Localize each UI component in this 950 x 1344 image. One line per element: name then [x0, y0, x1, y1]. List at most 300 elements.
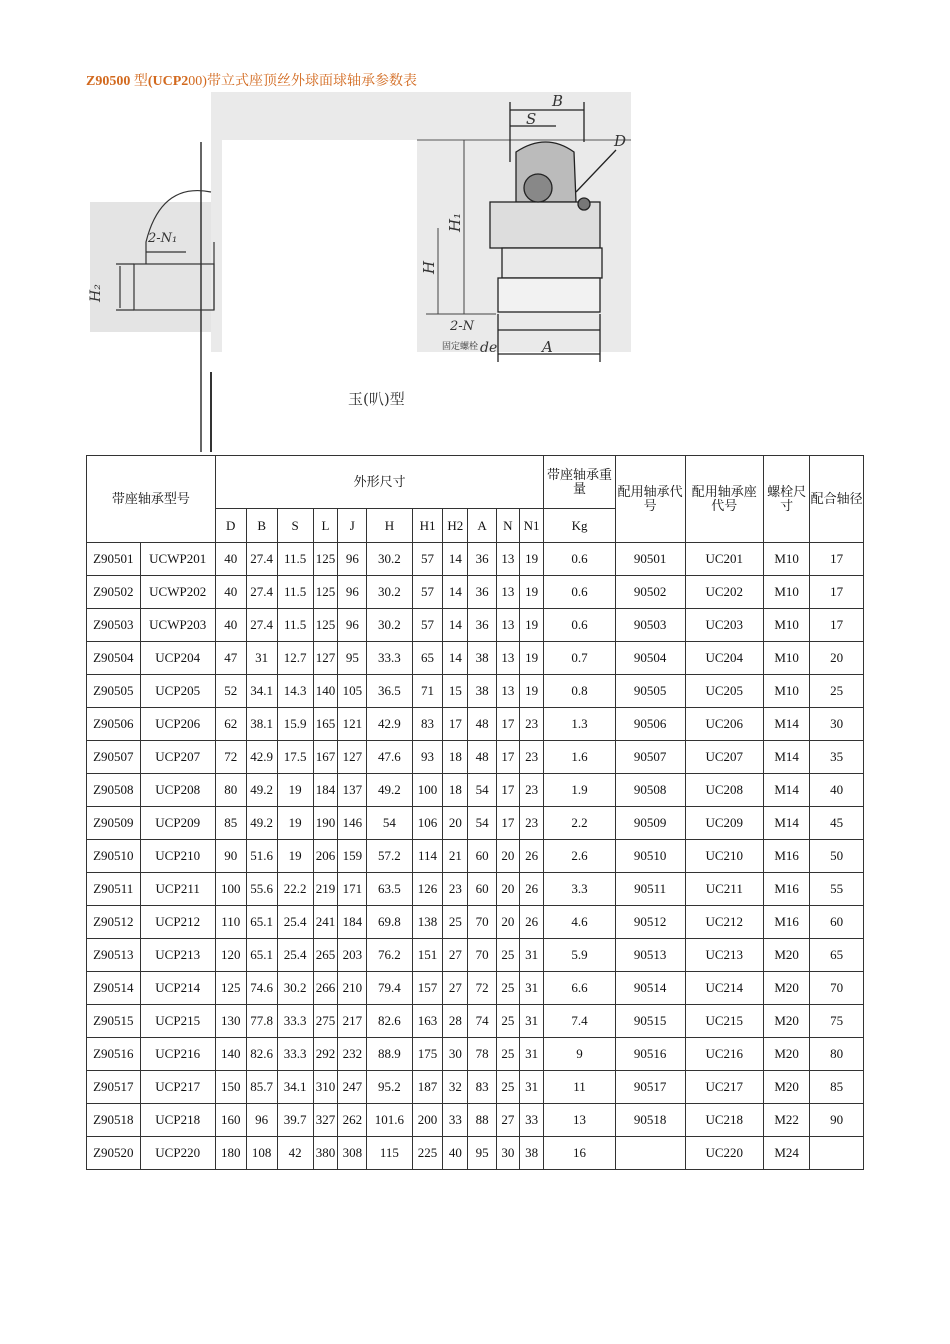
table-cell: 206 — [313, 840, 338, 873]
table-cell: 138 — [412, 906, 443, 939]
table-cell: 7.4 — [544, 1005, 615, 1038]
table-cell: UCP205 — [140, 675, 215, 708]
table-cell: UC211 — [685, 873, 763, 906]
table-cell: 20 — [497, 840, 520, 873]
table-cell: UCP218 — [140, 1104, 215, 1137]
table-cell: M20 — [763, 939, 809, 972]
table-row — [87, 873, 864, 906]
table-cell: 20 — [443, 807, 468, 840]
table-cell: 171 — [338, 873, 367, 906]
table-cell: UCP208 — [140, 774, 215, 807]
table-cell: UC214 — [685, 972, 763, 1005]
table-cell: 90512 — [615, 906, 685, 939]
table-cell: 90502 — [615, 576, 685, 609]
table-cell: 18 — [443, 774, 468, 807]
table-cell: UCP210 — [140, 840, 215, 873]
table-cell: 27 — [497, 1104, 520, 1137]
table-cell: 90505 — [615, 675, 685, 708]
table-cell: 19 — [519, 543, 544, 576]
table-cell: 19 — [519, 642, 544, 675]
table-cell: 14 — [443, 642, 468, 675]
table-cell: UCWP202 — [140, 576, 215, 609]
table-cell: 23 — [519, 807, 544, 840]
table-cell: 125 — [313, 576, 338, 609]
table-cell: Z90518 — [87, 1104, 141, 1137]
table-cell: 17 — [443, 708, 468, 741]
bearing-drawing — [86, 92, 636, 452]
table-cell: 19 — [519, 675, 544, 708]
table-cell: 57 — [412, 576, 443, 609]
drawing-caption: 玉(叭)型 — [348, 390, 405, 408]
table-cell: 13 — [497, 576, 520, 609]
col-s: S — [277, 509, 313, 543]
table-cell: 49.2 — [246, 807, 277, 840]
table-cell: 13 — [497, 675, 520, 708]
table-cell: 40 — [810, 774, 864, 807]
table-cell: 30.2 — [367, 543, 412, 576]
table-cell: 160 — [215, 1104, 246, 1137]
table-cell: 25 — [497, 939, 520, 972]
col-h: H — [367, 509, 412, 543]
table-row — [87, 906, 864, 939]
table-cell: 105 — [338, 675, 367, 708]
table-row — [87, 1038, 864, 1071]
table-cell: 70 — [468, 939, 497, 972]
table-cell: 106 — [412, 807, 443, 840]
table-cell: 90518 — [615, 1104, 685, 1137]
table-cell: 232 — [338, 1038, 367, 1071]
table-cell: Z90507 — [87, 741, 141, 774]
table-cell: 27.4 — [246, 609, 277, 642]
col-header-dims: 外形尺寸 — [215, 456, 544, 509]
table-cell: 90514 — [615, 972, 685, 1005]
table-row — [87, 609, 864, 642]
table-cell: M16 — [763, 906, 809, 939]
table-cell: 17 — [497, 774, 520, 807]
table-cell: UC216 — [685, 1038, 763, 1071]
table-cell: 48 — [468, 741, 497, 774]
table-cell: 23 — [519, 774, 544, 807]
dim-b: B — [552, 92, 564, 110]
table-cell: 96 — [338, 543, 367, 576]
dim-n1: 2-N₁ — [148, 231, 178, 246]
table-cell: 38 — [519, 1137, 544, 1170]
table-cell: 33 — [519, 1104, 544, 1137]
spec-table — [86, 455, 864, 1170]
table-cell: M16 — [763, 840, 809, 873]
table-cell: 0.8 — [544, 675, 615, 708]
table-cell: 308 — [338, 1137, 367, 1170]
table-cell: 25 — [443, 906, 468, 939]
col-unit-kg: Kg — [544, 509, 615, 543]
table-cell: 19 — [277, 807, 313, 840]
table-cell: 33.3 — [367, 642, 412, 675]
table-cell: 19 — [519, 576, 544, 609]
table-cell: 90 — [215, 840, 246, 873]
table-cell: UC218 — [685, 1104, 763, 1137]
table-cell: 78 — [468, 1038, 497, 1071]
table-cell: 15 — [443, 675, 468, 708]
table-cell: 82.6 — [367, 1005, 412, 1038]
table-cell: 77.8 — [246, 1005, 277, 1038]
table-cell: 3.3 — [544, 873, 615, 906]
table-cell: 88 — [468, 1104, 497, 1137]
table-cell: 27.4 — [246, 576, 277, 609]
table-cell: 90515 — [615, 1005, 685, 1038]
table-cell: 23 — [519, 741, 544, 774]
table-cell: UCWP201 — [140, 543, 215, 576]
table-cell: 30 — [810, 708, 864, 741]
table-cell: 90511 — [615, 873, 685, 906]
table-cell: 38 — [468, 675, 497, 708]
table-cell: 65 — [810, 939, 864, 972]
table-cell: 125 — [313, 543, 338, 576]
table-cell: 140 — [215, 1038, 246, 1071]
table-cell: 110 — [215, 906, 246, 939]
col-l: L — [313, 509, 338, 543]
table-row — [87, 840, 864, 873]
table-cell: 2.6 — [544, 840, 615, 873]
table-cell: 49.2 — [367, 774, 412, 807]
col-header-housing: 配用轴承座代号 — [685, 456, 763, 543]
table-cell: 90 — [810, 1104, 864, 1137]
table-cell: Z90514 — [87, 972, 141, 1005]
table-cell: 380 — [313, 1137, 338, 1170]
table-cell: 165 — [313, 708, 338, 741]
table-cell: M24 — [763, 1137, 809, 1170]
table-cell: UC208 — [685, 774, 763, 807]
table-cell: 11.5 — [277, 609, 313, 642]
table-cell: 47 — [215, 642, 246, 675]
table-cell: 60 — [810, 906, 864, 939]
table-cell: 15.9 — [277, 708, 313, 741]
dim-d: D — [614, 132, 627, 150]
table-cell: 125 — [313, 609, 338, 642]
table-cell: 40 — [215, 576, 246, 609]
table-cell — [615, 1137, 685, 1170]
table-cell: 85 — [810, 1071, 864, 1104]
table-cell: 60 — [468, 840, 497, 873]
table-cell: 90513 — [615, 939, 685, 972]
table-cell: 74.6 — [246, 972, 277, 1005]
table-row — [87, 576, 864, 609]
table-cell: 95 — [338, 642, 367, 675]
table-cell: 31 — [519, 1071, 544, 1104]
table-cell: 40 — [443, 1137, 468, 1170]
table-row — [87, 807, 864, 840]
table-cell: M16 — [763, 873, 809, 906]
table-cell: UCP220 — [140, 1137, 215, 1170]
table-cell: 70 — [468, 906, 497, 939]
table-cell: UCP215 — [140, 1005, 215, 1038]
col-header-bearing: 配用轴承代号 — [615, 456, 685, 543]
table-cell: 38 — [468, 642, 497, 675]
table-cell: 114 — [412, 840, 443, 873]
table-cell: 65 — [412, 642, 443, 675]
table-cell: 85.7 — [246, 1071, 277, 1104]
table-cell: 65.1 — [246, 906, 277, 939]
table-cell: 157 — [412, 972, 443, 1005]
table-cell: 121 — [338, 708, 367, 741]
table-cell: 27.4 — [246, 543, 277, 576]
col-n1: N1 — [519, 509, 544, 543]
table-cell: 18 — [443, 741, 468, 774]
table-cell: 90509 — [615, 807, 685, 840]
table-cell: 190 — [313, 807, 338, 840]
col-n: N — [497, 509, 520, 543]
table-cell: M10 — [763, 675, 809, 708]
dim-s: S — [526, 110, 537, 128]
table-cell: 72 — [215, 741, 246, 774]
table-cell: 13 — [544, 1104, 615, 1137]
table-cell: 96 — [246, 1104, 277, 1137]
table-cell: 76.2 — [367, 939, 412, 972]
table-cell: 203 — [338, 939, 367, 972]
table-cell: 54 — [468, 774, 497, 807]
dim-h1: H₁ — [446, 212, 464, 232]
table-cell: 90504 — [615, 642, 685, 675]
table-cell: 36 — [468, 543, 497, 576]
table-cell: Z90517 — [87, 1071, 141, 1104]
table-cell: 19 — [277, 774, 313, 807]
table-cell: 266 — [313, 972, 338, 1005]
table-cell: 19 — [519, 609, 544, 642]
table-cell: 184 — [338, 906, 367, 939]
table-row — [87, 543, 864, 576]
table-cell: 310 — [313, 1071, 338, 1104]
table-row — [87, 774, 864, 807]
table-cell: 26 — [519, 840, 544, 873]
table-cell: 42.9 — [246, 741, 277, 774]
table-cell: M20 — [763, 972, 809, 1005]
table-cell: 25 — [810, 675, 864, 708]
table-cell: 175 — [412, 1038, 443, 1071]
table-cell: UCWP203 — [140, 609, 215, 642]
table-cell: UC201 — [685, 543, 763, 576]
table-cell: 26 — [519, 906, 544, 939]
table-cell: UC212 — [685, 906, 763, 939]
table-cell: 74 — [468, 1005, 497, 1038]
table-cell: 108 — [246, 1137, 277, 1170]
table-cell: 12.7 — [277, 642, 313, 675]
table-cell: M10 — [763, 576, 809, 609]
table-cell: 63.5 — [367, 873, 412, 906]
table-cell: UC217 — [685, 1071, 763, 1104]
table-cell: UC205 — [685, 675, 763, 708]
table-cell: Z90511 — [87, 873, 141, 906]
table-cell: 17 — [497, 807, 520, 840]
table-row — [87, 741, 864, 774]
table-body — [87, 543, 864, 1170]
table-cell: 184 — [313, 774, 338, 807]
table-cell: 0.7 — [544, 642, 615, 675]
table-cell: M22 — [763, 1104, 809, 1137]
table-cell: 22.2 — [277, 873, 313, 906]
table-row — [87, 642, 864, 675]
table-cell: 25 — [497, 1005, 520, 1038]
table-cell: 2.2 — [544, 807, 615, 840]
table-cell: 96 — [338, 609, 367, 642]
col-header-shaft: 配合轴径 — [810, 456, 864, 543]
table-cell — [810, 1137, 864, 1170]
table-cell: 90517 — [615, 1071, 685, 1104]
table-cell: 167 — [313, 741, 338, 774]
table-cell: 47.6 — [367, 741, 412, 774]
table-cell: 247 — [338, 1071, 367, 1104]
table-cell: UCP216 — [140, 1038, 215, 1071]
table-cell: UC204 — [685, 642, 763, 675]
table-cell: 31 — [519, 972, 544, 1005]
table-cell: 127 — [338, 741, 367, 774]
table-cell: 14.3 — [277, 675, 313, 708]
table-cell: 34.1 — [246, 675, 277, 708]
table-cell: 6.6 — [544, 972, 615, 1005]
table-cell: 265 — [313, 939, 338, 972]
table-cell: Z90503 — [87, 609, 141, 642]
table-cell: UC210 — [685, 840, 763, 873]
table-cell: M14 — [763, 741, 809, 774]
table-cell: 32 — [443, 1071, 468, 1104]
col-h1: H1 — [412, 509, 443, 543]
table-cell: 17 — [810, 576, 864, 609]
table-cell: 36 — [468, 609, 497, 642]
table-cell: UCP217 — [140, 1071, 215, 1104]
table-cell: 28 — [443, 1005, 468, 1038]
table-cell: 55.6 — [246, 873, 277, 906]
table-cell: M20 — [763, 1038, 809, 1071]
table-row — [87, 972, 864, 1005]
table-cell: 20 — [497, 873, 520, 906]
table-cell: 21 — [443, 840, 468, 873]
table-cell: 80 — [810, 1038, 864, 1071]
table-cell: 23 — [443, 873, 468, 906]
table-cell: UC202 — [685, 576, 763, 609]
table-cell: UC220 — [685, 1137, 763, 1170]
table-cell: Z90501 — [87, 543, 141, 576]
table-cell: UC209 — [685, 807, 763, 840]
table-cell: 151 — [412, 939, 443, 972]
table-cell: 126 — [412, 873, 443, 906]
table-cell: 14 — [443, 543, 468, 576]
table-cell: 187 — [412, 1071, 443, 1104]
table-cell: 25 — [497, 1071, 520, 1104]
table-cell: 11 — [544, 1071, 615, 1104]
table-cell: Z90509 — [87, 807, 141, 840]
table-cell: 13 — [497, 543, 520, 576]
table-row — [87, 1005, 864, 1038]
table-cell: Z90516 — [87, 1038, 141, 1071]
table-cell: 26 — [519, 873, 544, 906]
table-cell: 79.4 — [367, 972, 412, 1005]
table-cell: 93 — [412, 741, 443, 774]
table-cell: Z90510 — [87, 840, 141, 873]
table-cell: 146 — [338, 807, 367, 840]
table-cell: M10 — [763, 642, 809, 675]
table-cell: 5.9 — [544, 939, 615, 972]
table-cell: 0.6 — [544, 543, 615, 576]
table-cell: 90503 — [615, 609, 685, 642]
table-cell: 31 — [519, 939, 544, 972]
table-cell: 51.6 — [246, 840, 277, 873]
table-cell: 33.3 — [277, 1038, 313, 1071]
table-cell: 163 — [412, 1005, 443, 1038]
table-cell: 40 — [215, 609, 246, 642]
dim-a: A — [542, 338, 553, 356]
table-cell: 36 — [468, 576, 497, 609]
table-row — [87, 675, 864, 708]
table-cell: UCP213 — [140, 939, 215, 972]
table-cell: 16 — [544, 1137, 615, 1170]
table-cell: 25.4 — [277, 906, 313, 939]
table-cell: 75 — [810, 1005, 864, 1038]
table-cell: 11.5 — [277, 576, 313, 609]
table-cell: 14 — [443, 576, 468, 609]
table-cell: UCP206 — [140, 708, 215, 741]
table-cell: 130 — [215, 1005, 246, 1038]
table-cell: 9 — [544, 1038, 615, 1071]
table-cell: UC206 — [685, 708, 763, 741]
table-cell: 19 — [277, 840, 313, 873]
table-cell: 62 — [215, 708, 246, 741]
table-cell: 14 — [443, 609, 468, 642]
table-cell: 120 — [215, 939, 246, 972]
table-cell: Z90506 — [87, 708, 141, 741]
table-cell: 48 — [468, 708, 497, 741]
page-title: Z90500 型(UCP200)带立式座顶丝外球面球轴承参数表 — [86, 74, 417, 89]
col-j: J — [338, 509, 367, 543]
table-cell: 17 — [810, 543, 864, 576]
table-cell: 27 — [443, 939, 468, 972]
table-cell: 150 — [215, 1071, 246, 1104]
table-cell: 159 — [338, 840, 367, 873]
table-cell: 34.1 — [277, 1071, 313, 1104]
table-row — [87, 708, 864, 741]
table-cell: 13 — [497, 642, 520, 675]
table-cell: 4.6 — [544, 906, 615, 939]
table-cell: 95.2 — [367, 1071, 412, 1104]
table-cell: 17 — [810, 609, 864, 642]
table-cell: 90506 — [615, 708, 685, 741]
table-cell: Z90520 — [87, 1137, 141, 1170]
table-cell: M20 — [763, 1071, 809, 1104]
table-cell: 90501 — [615, 543, 685, 576]
table-row — [87, 1137, 864, 1170]
table-cell: 275 — [313, 1005, 338, 1038]
table-cell: 52 — [215, 675, 246, 708]
col-b: B — [246, 509, 277, 543]
table-cell: 72 — [468, 972, 497, 1005]
table-cell: 54 — [367, 807, 412, 840]
dim-n: 2-N — [450, 319, 475, 334]
table-cell: 50 — [810, 840, 864, 873]
table-cell: 36.5 — [367, 675, 412, 708]
table-cell: 90516 — [615, 1038, 685, 1071]
table-cell: 225 — [412, 1137, 443, 1170]
table-cell: UC207 — [685, 741, 763, 774]
table-cell: UC213 — [685, 939, 763, 972]
col-header-bolt: 螺栓尺寸 — [763, 456, 809, 543]
table-cell: 100 — [215, 873, 246, 906]
table-cell: M14 — [763, 774, 809, 807]
col-a: A — [468, 509, 497, 543]
table-cell: 55 — [810, 873, 864, 906]
table-cell: 96 — [338, 576, 367, 609]
table-cell: 49.2 — [246, 774, 277, 807]
table-row — [87, 939, 864, 972]
table-cell: UCP212 — [140, 906, 215, 939]
table-cell: UC215 — [685, 1005, 763, 1038]
table-cell: M10 — [763, 609, 809, 642]
